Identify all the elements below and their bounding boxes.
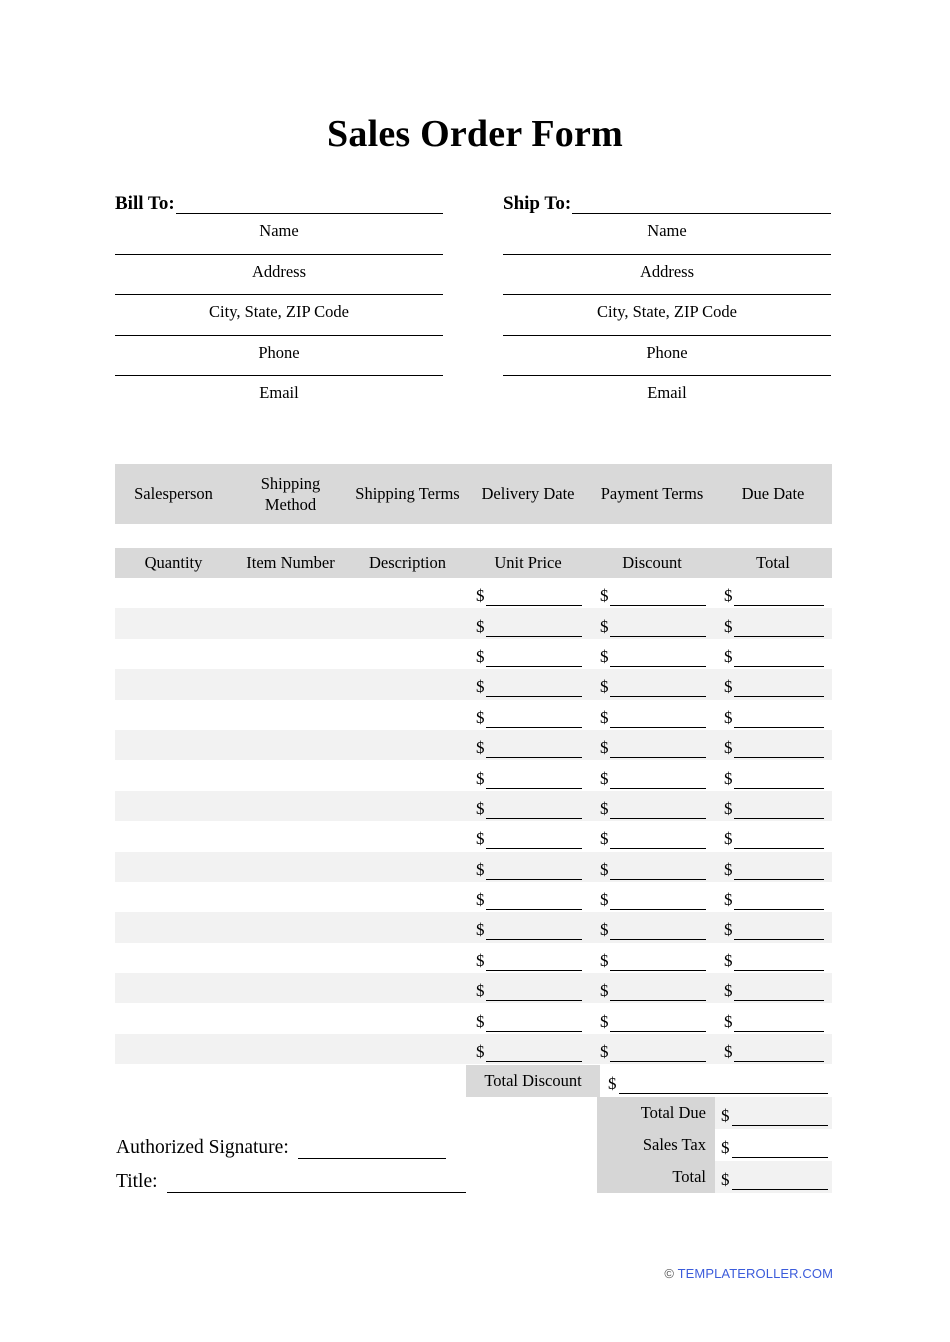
total-input[interactable] [734,740,825,758]
cell-description[interactable] [349,730,466,760]
currency-symbol: $ [724,950,733,970]
items-col-total: Total [714,548,832,578]
cell-item-number[interactable] [232,1034,349,1064]
discount-input[interactable] [610,679,707,697]
currency-symbol: $ [608,1074,617,1093]
items-col-item-number: Item Number [232,548,349,578]
totals-row [597,1129,832,1161]
cell-description[interactable] [349,608,466,638]
templateroller-link[interactable]: TEMPLATEROLLER.COM [677,1266,833,1281]
table-row [115,700,832,730]
items-col-discount: Discount [590,548,714,578]
cell-quantity[interactable] [115,1034,232,1064]
totals-field-total-due[interactable] [715,1097,832,1129]
cell-unit-price[interactable] [466,791,590,821]
discount-input[interactable] [610,649,707,667]
line-items-header-row [115,548,832,578]
total-input[interactable] [734,588,825,606]
cell-description[interactable] [349,943,466,973]
table-row [115,973,832,1003]
discount-input[interactable] [610,771,707,789]
currency-symbol: $ [724,920,733,940]
cell-description[interactable] [349,578,466,608]
table-row [115,912,832,942]
currency-symbol: $ [724,859,733,879]
cell-unit-price[interactable] [466,882,590,912]
cell-discount[interactable] [590,973,714,1003]
discount-input[interactable] [610,619,707,637]
discount-input[interactable] [610,801,707,819]
cell-unit-price[interactable] [466,669,590,699]
discount-input[interactable] [610,1044,707,1062]
cell-description[interactable] [349,821,466,851]
discount-input[interactable] [610,1014,707,1032]
currency-symbol: $ [724,798,733,818]
bill-to-caption-name: Name [259,221,299,240]
cell-discount[interactable] [590,608,714,638]
currency-symbol: $ [724,616,733,636]
cell-description[interactable] [349,1034,466,1064]
cell-description[interactable] [349,639,466,669]
table-row [115,943,832,973]
total-discount-row [466,1065,832,1097]
cell-quantity[interactable] [115,973,232,1003]
cell-item-number[interactable] [232,973,349,1003]
cell-total[interactable] [714,578,832,608]
discount-input[interactable] [610,710,707,728]
discount-input[interactable] [610,983,707,1001]
cell-total[interactable] [714,973,832,1003]
cell-discount[interactable] [590,639,714,669]
total-input[interactable] [734,710,825,728]
cell-unit-price[interactable] [466,608,590,638]
title-input[interactable] [167,1174,466,1193]
currency-symbol: $ [724,1042,733,1062]
currency-symbol: $ [724,646,733,666]
ship-to-caption-phone: Phone [646,342,688,362]
currency-symbol: $ [724,981,733,1001]
cell-discount[interactable] [590,882,714,912]
cell-total[interactable] [714,1034,832,1064]
unit-price-input[interactable] [486,710,583,728]
total-input[interactable] [734,831,825,849]
bill-to-caption-phone: Phone [258,342,300,362]
cell-quantity[interactable] [115,882,232,912]
totals-field-total[interactable] [715,1161,832,1193]
total-discount-label: Total Discount [466,1065,600,1097]
table-row [115,1034,832,1064]
cell-item-number[interactable] [232,912,349,942]
table-row [115,791,832,821]
line-items-body [115,578,832,1064]
currency-symbol: $ [476,981,485,1001]
cell-unit-price[interactable] [466,1034,590,1064]
currency-symbol: $ [600,677,609,697]
cell-description[interactable] [349,882,466,912]
currency-symbol: $ [600,859,609,879]
table-row [115,821,832,851]
authorized-signature-input[interactable] [298,1140,446,1159]
shipping-col-salesperson: Salesperson [115,464,232,524]
currency-symbol: $ [476,829,485,849]
currency-symbol: $ [600,586,609,606]
currency-symbol: $ [724,738,733,758]
table-row [115,608,832,638]
items-col-unit-price: Unit Price [466,548,590,578]
currency-symbol: $ [476,890,485,910]
cell-description[interactable] [349,973,466,1003]
table-row [115,578,832,608]
table-row [115,852,832,882]
cell-quantity[interactable] [115,669,232,699]
unit-price-input[interactable] [486,892,583,910]
unit-price-input[interactable] [486,619,583,637]
cell-item-number[interactable] [232,669,349,699]
currency-symbol: $ [476,646,485,666]
total-input[interactable] [734,1044,825,1062]
total-input[interactable] [734,1014,825,1032]
currency-symbol: $ [476,920,485,940]
cell-discount[interactable] [590,700,714,730]
cell-discount[interactable] [590,1003,714,1033]
cell-item-number[interactable] [232,1003,349,1033]
discount-input[interactable] [610,892,707,910]
unit-price-input[interactable] [486,922,583,940]
bill-to-name-input[interactable] [176,196,443,214]
total-discount-input[interactable] [619,1076,829,1094]
cell-discount[interactable] [590,791,714,821]
signature-area [116,1125,466,1193]
cell-discount[interactable] [590,578,714,608]
total-input[interactable] [734,953,825,971]
currency-symbol: $ [721,1106,730,1125]
cell-total[interactable] [714,669,832,699]
unit-price-input[interactable] [486,983,583,1001]
currency-symbol: $ [721,1138,730,1157]
cell-description[interactable] [349,1003,466,1033]
ship-to-caption-email: Email [647,383,687,402]
currency-symbol: $ [724,677,733,697]
cell-description[interactable] [349,852,466,882]
cell-unit-price[interactable] [466,912,590,942]
currency-symbol: $ [476,950,485,970]
bill-to-label: Bill To: [115,193,175,214]
unit-price-input[interactable] [486,953,583,971]
unit-price-input[interactable] [486,1014,583,1032]
table-row [115,1003,832,1033]
total-input[interactable] [734,983,825,1001]
currency-symbol: $ [724,890,733,910]
totals-field-sales-tax[interactable] [715,1129,832,1161]
authorized-signature-row [116,1125,466,1159]
cell-description[interactable] [349,760,466,790]
currency-symbol: $ [600,1042,609,1062]
table-row [115,730,832,760]
total-input[interactable] [734,679,825,697]
cell-total[interactable] [714,1003,832,1033]
currency-symbol: $ [724,707,733,727]
currency-symbol: $ [600,981,609,1001]
cell-unit-price[interactable] [466,639,590,669]
cell-quantity[interactable] [115,852,232,882]
page-title: Sales Order Form [327,113,623,155]
cell-quantity[interactable] [115,608,232,638]
currency-symbol: $ [600,768,609,788]
unit-price-input[interactable] [486,649,583,667]
cell-unit-price[interactable] [466,973,590,1003]
cell-item-number[interactable] [232,760,349,790]
cell-discount[interactable] [590,730,714,760]
cell-item-number[interactable] [232,882,349,912]
cell-item-number[interactable] [232,700,349,730]
shipping-col-shipping-method: Shipping Method [232,464,349,524]
totals-row [597,1161,832,1193]
total-discount-field[interactable] [600,1065,832,1097]
cell-item-number[interactable] [232,943,349,973]
cell-total[interactable] [714,760,832,790]
discount-input[interactable] [610,862,707,880]
currency-symbol: $ [600,950,609,970]
cell-quantity[interactable] [115,791,232,821]
ship-to-name-input[interactable] [572,196,831,214]
line-items-table [115,548,832,1064]
currency-symbol: $ [476,1011,485,1031]
ship-to-name-row [503,190,831,214]
total-input[interactable] [734,892,825,910]
cell-total[interactable] [714,608,832,638]
currency-symbol: $ [724,768,733,788]
cell-unit-price[interactable] [466,821,590,851]
totals-label-sales-tax: Sales Tax [597,1129,715,1161]
currency-symbol: $ [476,586,485,606]
currency-symbol: $ [600,798,609,818]
ship-to-caption-address: Address [639,261,695,281]
unit-price-input[interactable] [486,801,583,819]
bill-to-caption-email: Email [259,383,299,402]
currency-symbol: $ [600,890,609,910]
cell-item-number[interactable] [232,821,349,851]
bill-to-name-row [115,190,443,214]
currency-symbol: $ [600,829,609,849]
currency-symbol: $ [600,920,609,940]
unit-price-input[interactable] [486,679,583,697]
discount-input[interactable] [610,588,707,606]
currency-symbol: $ [476,768,485,788]
unit-price-input[interactable] [486,831,583,849]
cell-item-number[interactable] [232,639,349,669]
cell-quantity[interactable] [115,912,232,942]
totals-input-total[interactable] [732,1172,829,1190]
currency-symbol: $ [724,586,733,606]
cell-discount[interactable] [590,852,714,882]
cell-unit-price[interactable] [466,578,590,608]
cell-discount[interactable] [590,912,714,942]
shipping-terms-table [115,464,832,524]
currency-symbol: $ [476,1042,485,1062]
copyright-icon: © [664,1266,675,1281]
cell-item-number[interactable] [232,852,349,882]
cell-discount[interactable] [590,1034,714,1064]
cell-discount[interactable] [590,760,714,790]
shipping-terms-header-row [115,464,832,524]
cell-total[interactable] [714,912,832,942]
totals-label-total-due: Total Due [597,1097,715,1129]
currency-symbol: $ [476,707,485,727]
cell-quantity[interactable] [115,639,232,669]
table-row [115,669,832,699]
ship-to-caption-city-state-zip: City, State, ZIP Code [597,302,737,321]
unit-price-input[interactable] [486,588,583,606]
unit-price-input[interactable] [486,862,583,880]
title-label: Title: [116,1170,158,1192]
cell-discount[interactable] [590,821,714,851]
footer-credit[interactable] [664,1266,833,1281]
cell-unit-price[interactable] [466,700,590,730]
authorized-signature-label: Authorized Signature: [116,1136,289,1158]
shipping-col-delivery-date: Delivery Date [466,464,590,524]
total-input[interactable] [734,801,825,819]
cell-item-number[interactable] [232,730,349,760]
cell-unit-price[interactable] [466,943,590,973]
discount-input[interactable] [610,831,707,849]
cell-unit-price[interactable] [466,852,590,882]
total-input[interactable] [734,619,825,637]
currency-symbol: $ [600,738,609,758]
cell-quantity[interactable] [115,578,232,608]
shipping-col-payment-terms: Payment Terms [590,464,714,524]
items-col-description: Description [349,548,466,578]
unit-price-input[interactable] [486,771,583,789]
discount-input[interactable] [610,740,707,758]
shipping-col-shipping-terms: Shipping Terms [349,464,466,524]
discount-input[interactable] [610,922,707,940]
shipping-col-due-date: Due Date [714,464,832,524]
total-input[interactable] [734,771,825,789]
ship-to-caption-name: Name [647,221,687,240]
table-row [115,882,832,912]
cell-description[interactable] [349,700,466,730]
cell-description[interactable] [349,912,466,942]
totals-label-total: Total [597,1161,715,1193]
cell-quantity[interactable] [115,700,232,730]
cell-quantity[interactable] [115,943,232,973]
total-input[interactable] [734,922,825,940]
currency-symbol: $ [600,646,609,666]
totals-input-total-due[interactable] [732,1108,829,1126]
currency-symbol: $ [600,616,609,636]
bill-to-block [115,190,443,416]
total-input[interactable] [734,649,825,667]
cell-total[interactable] [714,730,832,760]
totals-input-sales-tax[interactable] [732,1140,829,1158]
cell-total[interactable] [714,700,832,730]
cell-description[interactable] [349,791,466,821]
total-input[interactable] [734,862,825,880]
cell-quantity[interactable] [115,760,232,790]
totals-row [597,1097,832,1129]
cell-unit-price[interactable] [466,760,590,790]
cell-unit-price[interactable] [466,1003,590,1033]
cell-discount[interactable] [590,943,714,973]
currency-symbol: $ [724,1011,733,1031]
ship-to-label: Ship To: [503,193,572,214]
currency-symbol: $ [600,707,609,727]
cell-item-number[interactable] [232,791,349,821]
cell-total[interactable] [714,882,832,912]
cell-quantity[interactable] [115,730,232,760]
table-row [115,639,832,669]
cell-item-number[interactable] [232,578,349,608]
cell-total[interactable] [714,943,832,973]
currency-symbol: $ [724,829,733,849]
bill-to-caption-address: Address [251,261,307,281]
currency-symbol: $ [600,1011,609,1031]
currency-symbol: $ [476,859,485,879]
cell-quantity[interactable] [115,821,232,851]
currency-symbol: $ [476,798,485,818]
unit-price-input[interactable] [486,740,583,758]
cell-total[interactable] [714,639,832,669]
totals-block [597,1097,832,1193]
discount-input[interactable] [610,953,707,971]
cell-total[interactable] [714,791,832,821]
ship-to-block [503,190,831,416]
currency-symbol: $ [476,616,485,636]
unit-price-input[interactable] [486,1044,583,1062]
items-col-quantity: Quantity [115,548,232,578]
cell-total[interactable] [714,852,832,882]
cell-quantity[interactable] [115,1003,232,1033]
cell-total[interactable] [714,821,832,851]
cell-item-number[interactable] [232,608,349,638]
cell-discount[interactable] [590,669,714,699]
currency-symbol: $ [476,738,485,758]
cell-unit-price[interactable] [466,730,590,760]
title-row [116,1159,466,1193]
currency-symbol: $ [721,1170,730,1189]
cell-description[interactable] [349,669,466,699]
table-row [115,760,832,790]
bill-to-caption-city-state-zip: City, State, ZIP Code [209,302,349,321]
currency-symbol: $ [476,677,485,697]
